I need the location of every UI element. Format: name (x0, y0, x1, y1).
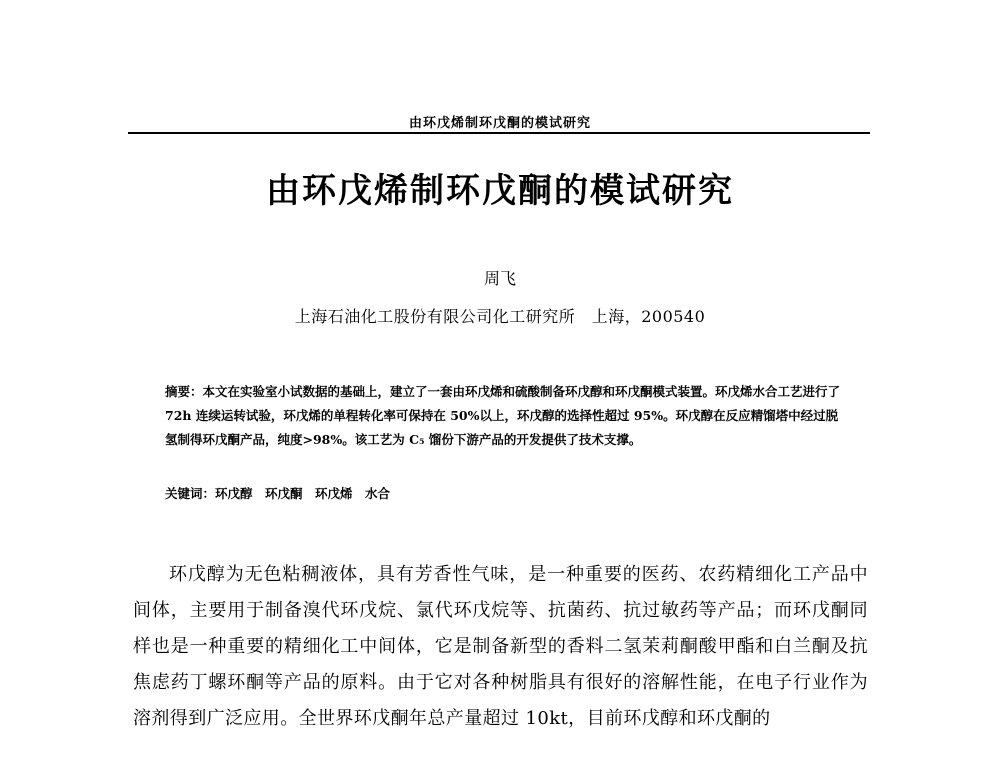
header-divider (128, 132, 870, 134)
running-header: 由环戊烯制环戊酮的模试研究 (408, 116, 591, 131)
keywords-text: 环戊醇 环戊酮 环戊烯 水合 (215, 486, 391, 501)
author-name: 周飞 (483, 269, 516, 288)
abstract-label: 摘要： (165, 384, 203, 399)
keywords-label: 关键词： (165, 486, 216, 501)
keywords-block (165, 484, 845, 502)
abstract-block (165, 380, 845, 452)
abstract-text: 本文在实验室小试数据的基础上，建立了一套由环戊烯和硫酸制备环戊醇和环戊酮模式装置。环戊烯水合工艺进行了 72h 连续运转试验，环戊烯的单程转化率可保持在 50%以上，环戊醇的选择性超过 95%。环戊醇在反应精馏塔中经过脱氢制得环戊酮产品，纯度>98%。该工艺为 C₅ 馏份下游产品的开发提供了技术支撑。 (165, 384, 841, 447)
body-section (133, 557, 868, 737)
paper-title: 由环戊烯制环戊酮的模试研究 (266, 171, 734, 211)
body-paragraph: 环戊醇为无色粘稠液体，具有芳香性气味，是一种重要的医药、农药精细化工产品中间体，主要用于制备溴代环戊烷、氯代环戊烷等、抗菌药、抗过敏药等产品；而环戊酮同样也是一种重要的精细化工中间体，它是制备新型的香料二氢茉莉酮酸甲酯和白兰酮及抗焦虑药丁螺环酮等产品的原料。由于它对各种树脂具有很好的溶解性能，在电子行业作为溶剂得到广泛应用。全世界环戊酮年总产量超过 10kt，目前环戊醇和环戊酮的 (133, 564, 868, 729)
author-affiliation: 上海石油化工股份有限公司化工研究所 上海，200540 (294, 307, 706, 326)
